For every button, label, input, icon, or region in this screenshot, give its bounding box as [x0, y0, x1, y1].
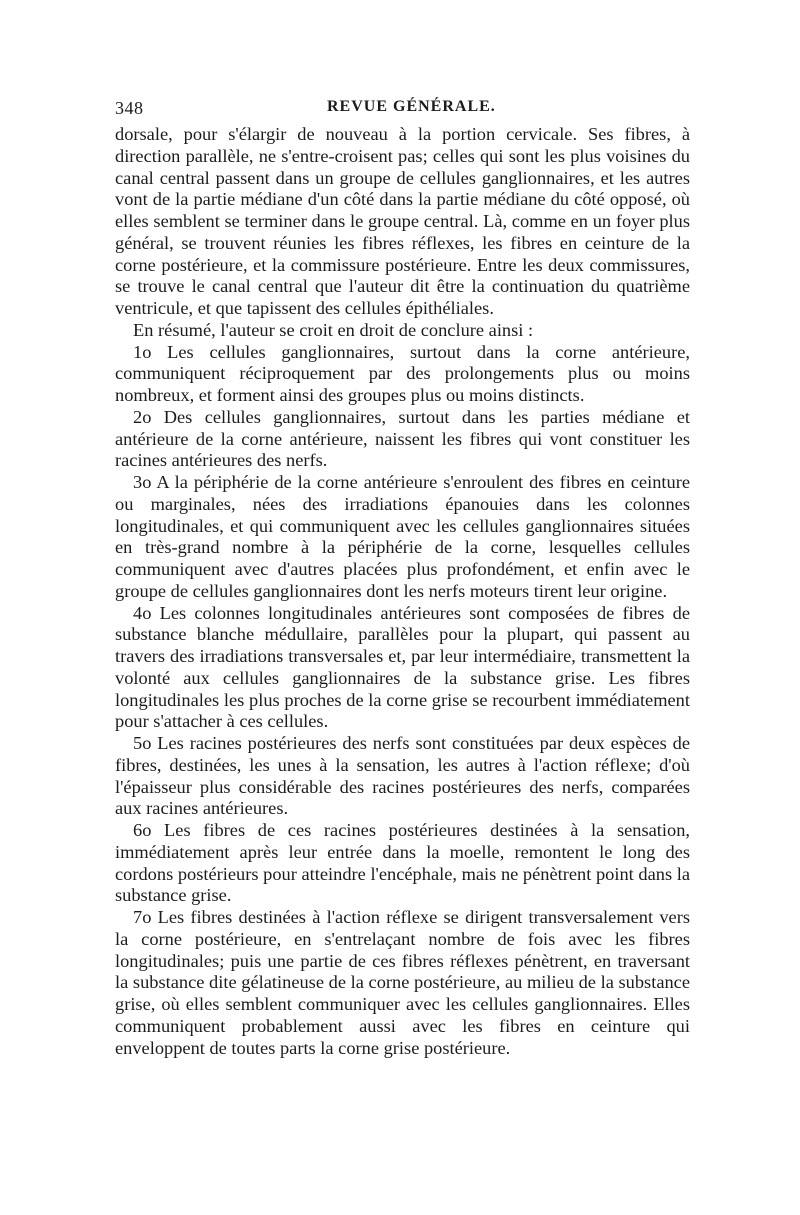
paragraph-continuation: dorsale, pour s'élargir de nouveau à la portion cervicale. Ses fibres, à direction parallèle, ne s'entre-croisent pas; celles qui sont les plus voisines du canal central passent dans un groupe de cellules ganglionnaires, et les autres vont de la partie médiane d'un côté dans la partie médiane du côté opposé, où elles semblent se terminer dans le groupe central. Là, comme en un foyer plus général, se trouvent réunies les fibres réflexes, les fibres en ceinture de la corne postérieure, et la commissure postérieure. Entre les deux commissures, se trouve le canal central que l'auteur dit être la continuation du quatrième ventricule, et que tapissent des cellules épithéliales. [115, 124, 690, 318]
running-title: REVUE GÉNÉRALE. [327, 98, 496, 115]
page [115, 98, 690, 1059]
paragraph-point-2: 2o Des cellules ganglionnaires, surtout dans les parties médiane et antérieure de la corne antérieure, naissent les fibres qui vont constituer les racines antérieures des nerfs. [115, 406, 690, 471]
body-text [115, 124, 690, 1059]
paragraph-point-7: 7o Les fibres destinées à l'action réflexe se dirigent transversalement vers la corne postérieure, en s'entrelaçant nombre de fois avec les fibres longitudinales; puis une partie de ces fibres réflexes pénètrent, en traversant la substance dite gélatineuse de la corne postérieure, au milieu de la substance grise, où elles semblent communiquer avec les cellules ganglionnaires. Elles communiquent probablement aussi avec les fibres en ceinture qui enveloppent de toutes parts la corne grise postérieure. [115, 907, 690, 1058]
paragraph-conclusion-intro: En résumé, l'auteur se croit en droit de conclure ainsi : [133, 319, 534, 340]
paragraph-point-4: 4o Les colonnes longitudinales antérieures sont composées de fibres de substance blanche médullaire, parallèles pour la plupart, qui passent au travers des irradiations transversales et, par leur intermédiaire, transmettent la volonté aux cellules ganglionnaires de la substance grise. Les fibres longitudinales les plus proches de la corne grise se recourbent immédiatement pour s'attacher à ces cellules. [115, 602, 690, 732]
paragraph-point-3: 3o A la périphérie de la corne antérieure s'enroulent des fibres en ceinture ou marginales, nées des irradiations épanouies dans les colonnes longitudinales, et qui communiquent avec les cellules ganglionnaires situées en très-grand nombre à la périphérie de la corne, lesquelles cellules communiquent avec d'autres placées plus profondément, et enfin avec le groupe de cellules ganglionnaires dont les nerfs moteurs tirent leur origine. [115, 472, 690, 601]
paragraph-point-5: 5o Les racines postérieures des nerfs sont constituées par deux espèces de fibres, destinées, les unes à la sensation, les autres à l'action réflexe; d'où l'épaisseur plus considérable des racines postérieures des nerfs, comparées aux racines antérieures. [115, 733, 690, 819]
page-number: 348 [115, 98, 144, 118]
paragraph-point-6: 6o Les fibres de ces racines postérieures destinées à la sensation, immédiatement après leur entrée dans la moelle, remontent le long des cordons postérieurs pour atteindre l'encéphale, mais ne pénètrent point dans la substance grise. [115, 820, 690, 906]
paragraph-point-1: 1o Les cellules ganglionnaires, surtout dans la corne antérieure, communiquent réciproquement par des prolongements plus ou moins nombreux, et forment ainsi des groupes plus ou moins distincts. [115, 341, 690, 405]
running-head [115, 98, 690, 124]
